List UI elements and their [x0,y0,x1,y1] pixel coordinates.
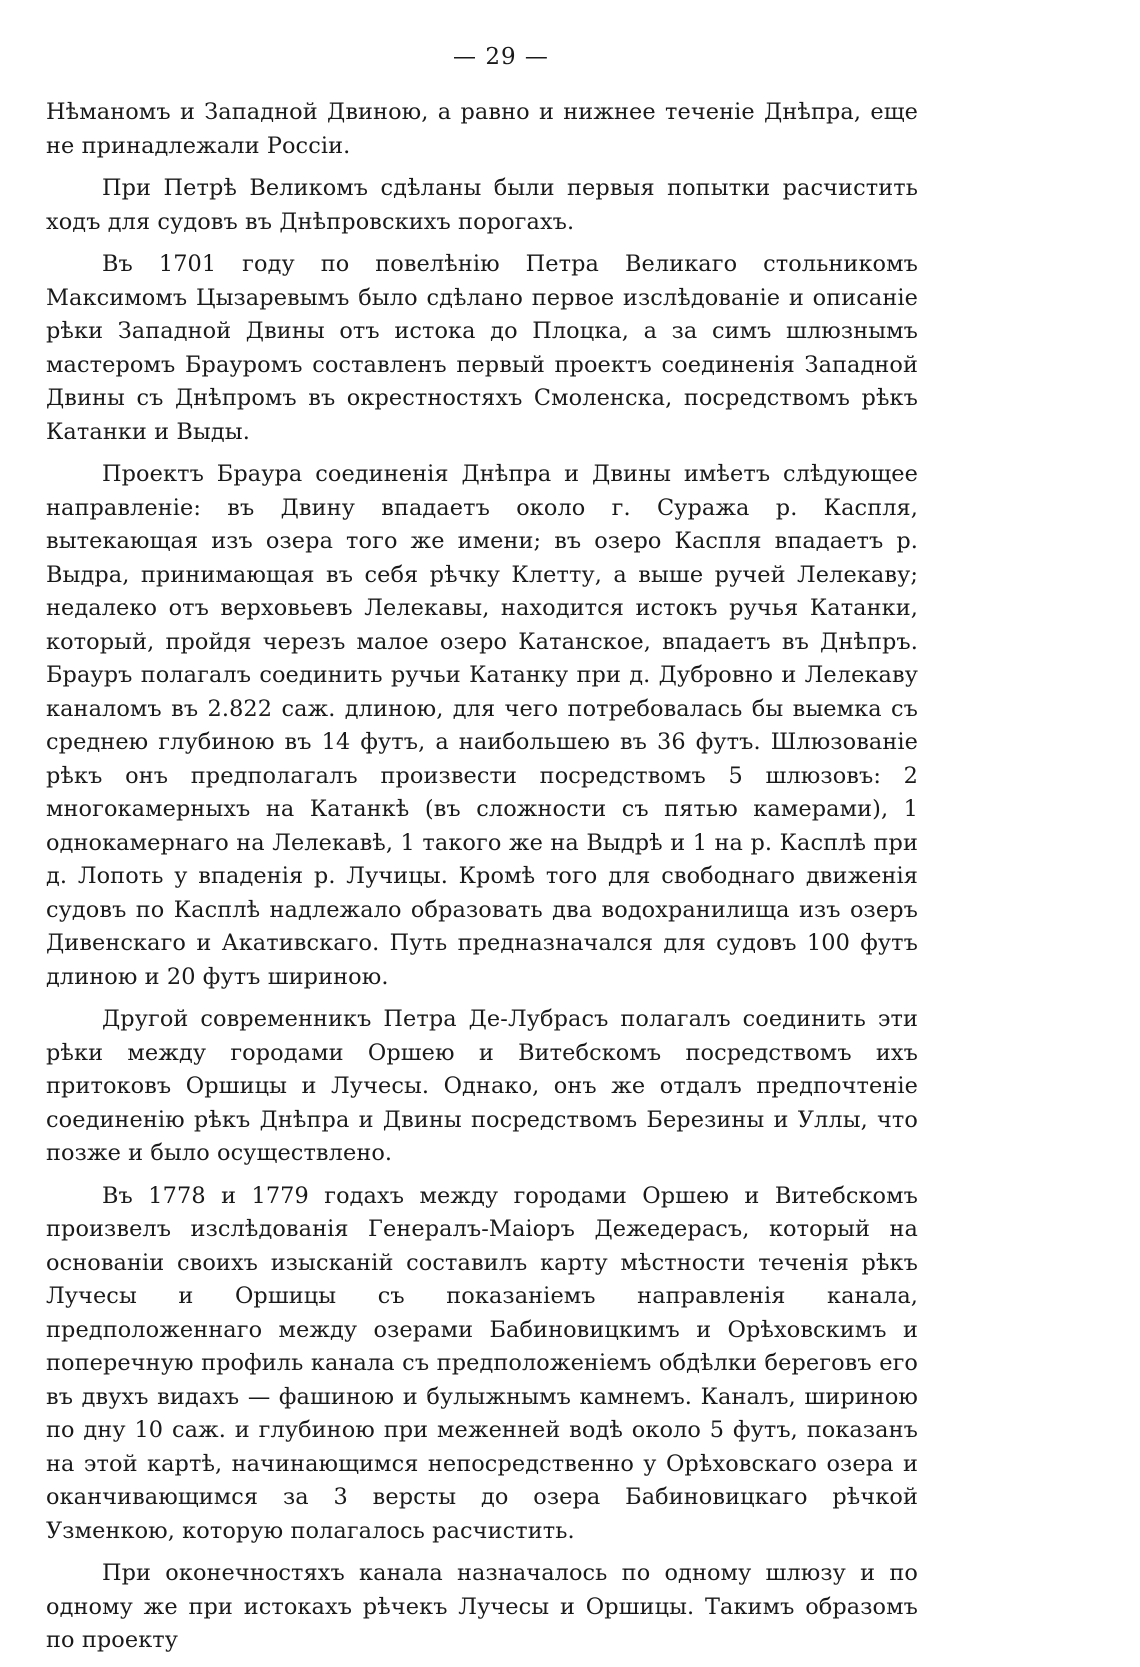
paragraph-1778-survey: Въ 1778 и 1779 годахъ между городами Оршею и Витебскомъ произвелъ изслѣдованія Генералъ-Маіоръ Дежедерасъ, который на основаніи своихъ изысканій составилъ карту мѣстности теченія рѣкъ Лучесы и Оршицы съ показаніемъ направленія канала, предположеннаго между озерами Бабиновицкимъ и Орѣховскимъ и поперечную профиль канала съ предположеніемъ обдѣлки береговъ его въ двухъ видахъ — фашиною и булыжнымъ камнемъ. Каналъ, шириною по дну 10 саж. и глубиною при меженней водѣ около 5 футъ, показанъ на этой картѣ, начинающимся непосредственно у Орѣховскаго озера и оканчивающимся за 3 версты до озера Бабиновицкаго рѣчкой Узменкою, которую полагалось расчистить. [46,1182,918,1544]
paragraph-canal-locks: При оконечностяхъ канала назначалось по одному шлюзу и по одному же при истокахъ рѣчекъ Лучесы и Оршицы. Такимъ образомъ по проекту [46,1560,918,1653]
paragraph-braur-project: Проектъ Браура соединенія Днѣпра и Двины имѣетъ слѣдующее направленіе: въ Двину впадаетъ около г. Суража р. Каспля, вытекающая изъ озера того же имени; въ озеро Каспля впадаетъ р. Выдра, принимающая въ себя рѣчку Клетту, а выше ручей Лелекаву; недалеко отъ верховьевъ Лелекавы, находится истокъ ручья Катанки, который, пройдя черезъ малое озеро Катанское, впадаетъ въ Днѣпръ. Брауръ полагалъ соединить ручьи Катанку при д. Дубровно и Лелекаву каналомъ въ 2.822 саж. длиною, для чего потребовалась бы выемка съ среднею глубиною въ 14 футъ, а наибольшею въ 36 футъ. Шлюзованіе рѣкъ онъ предполагалъ произвести посредствомъ 5 шлюзовъ: 2 многокамерныхъ на Катанкѣ (въ сложности съ пятью камерами), 1 однокамернаго на Лелекавѣ, 1 такого же на Выдрѣ и 1 на р. Касплѣ при д. Лопоть у впаденія р. Лучицы. Кромѣ того для свободнаго движенія судовъ по Касплѣ надлежало образовать два водохранилища изъ озеръ Дивенскаго и Акативскаго. Путь предназначался для судовъ 100 футъ длиною и 20 футъ шириною. [46,461,918,990]
page-number: — 29 — [453,44,549,70]
paragraph-continuation: Нѣманомъ и Западной Двиною, а равно и нижнее теченіе Днѣпра, еще не принадлежали Россіи. [46,99,918,159]
paragraph-peter-the-great: При Петрѣ Великомъ сдѣланы были первыя попытки расчистить ходъ для судовъ въ Днѣпровскихъ порогахъ. [46,175,918,235]
document-page [46,40,918,1667]
paragraph-de-lubras: Другой современникъ Петра Де-Лубрасъ полагалъ соединить эти рѣки между городами Оршею и Витебскомъ посредствомъ ихъ притоковъ Оршицы и Лучесы. Однако, онъ же отдалъ предпочтеніе соединенію рѣкъ Днѣпра и Двины посредствомъ Березины и Уллы, что позже и было осуществлено. [46,1006,918,1166]
paragraph-1701-survey: Въ 1701 году по повелѣнію Петра Великаго стольникомъ Максимомъ Цызаревымъ было сдѣлано первое изслѣдованіе и описаніе рѣки Западной Двины отъ истока до Плоцка, а за симъ шлюзнымъ мастеромъ Брауромъ составленъ первый проектъ соединенія Западной Двины съ Днѣпромъ въ окрестностяхъ Смоленска, посредствомъ рѣкъ Катанки и Выды. [46,251,918,445]
